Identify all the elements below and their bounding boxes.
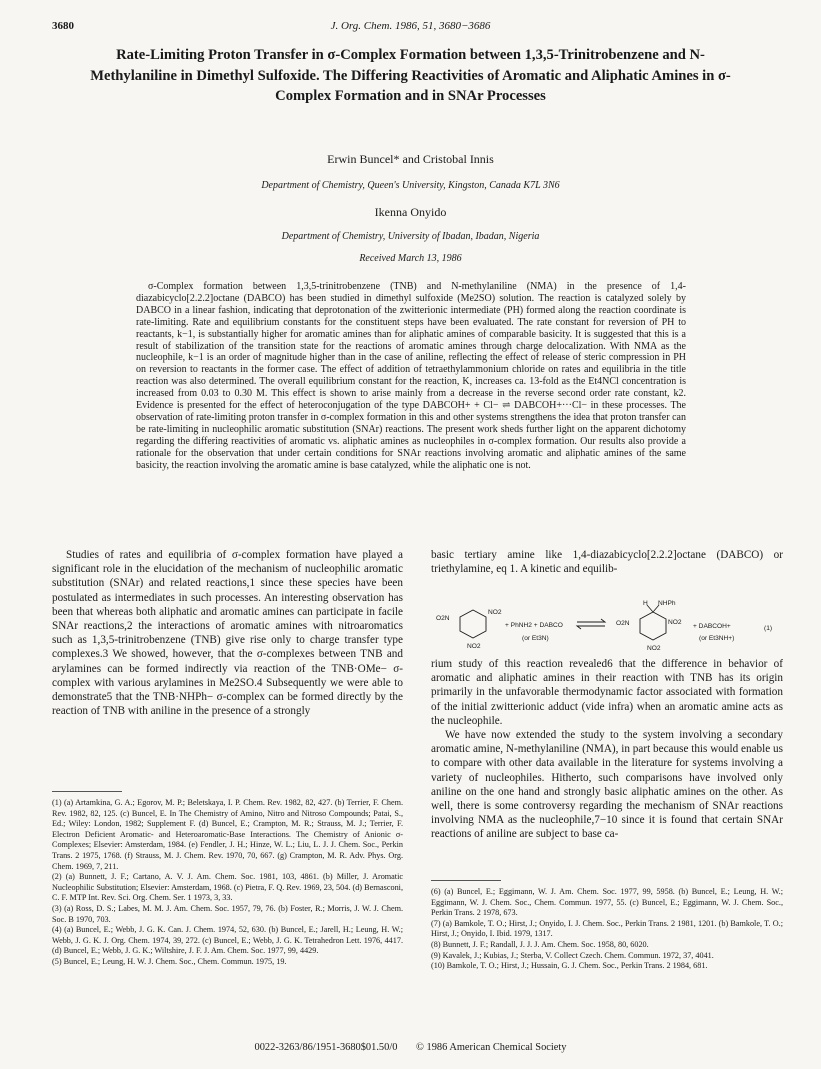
body-paragraph: basic tertiary amine like 1,4-diazabicyclo[2.2.2]octane (DABCO) or triethylamine, eq 1. A kinetic and equilib-: [431, 549, 783, 576]
affiliation-1: Department of Chemistry, Queen's University, Kingston, Canada K7L 3N6: [261, 180, 560, 191]
product-group-o2n: O2N: [616, 620, 630, 627]
abstract-text: σ-Complex formation between 1,3,5-trinitrobenzene (TNB) and N-methylaniline (NMA) in the presence of 1,4-diazabicyclo[2.2.2]octane (DABCO) has been studied in dimethyl sulfoxide (Me2SO) solution. The reaction is catalyzed solely by DABCO in a linear fashion, indicating that deprotonation of the zwitterionic intermediate (PH) formed along the reaction coordinate is rate-limiting. Rate and equilibrium constants for the constituent steps have been evaluated. The rate constant for reversion of PH to reactants, k−1, is substantially higher for aromatic amines than for aliphatic amines of comparable basicity. It is suggested that this is a result of stabilization of the transition state for the reactions of aromatic amines through charge delocalization. With NMA as the nucleophile, k−1 is an order of magnitude higher than in the case of aniline, reflecting the effect of release of steric compression in PH on reversion to reactants in the former case. The effect of addition of tetraethylammonium chloride on rates and equilibria in the title reaction was also determined. The overall equilibrium constant for the reaction, K, increases ca. 13-fold as the Et4NCl concentration is increased from 0.03 to 0.30 M. This effect is shown to arise mainly from a decrease in the reverse second order rate constant, k2. Evidence is presented for the effect of heteroconjugation of the type DABCOH+ + Cl− ⇌ DABCOH+···Cl− in these processes. The observation of rate-limiting proton transfer in σ-complex formation in this and other systems strengthens the idea that proton transfer can be rate-limiting in nucleophilic aromatic substitution (SNAr) reactions. The present work sheds further light on the apparent dichotomy regarding the differing reactivities of aromatic vs. aliphatic amines as nucleophiles in σ-complex formation. Our results also provide a rationale for the observation that under certain conditions for SNAr reactions involving aromatic and aliphatic amines of the same basicity, the reaction involving the aromatic amine is base catalyzed, while the aliphatic one is not.: [136, 281, 686, 471]
footnote-entry: (4) (a) Buncel, E.; Webb, J. G. K. Can. J. Chem. 1974, 52, 630. (b) Buncel, E.; Jarell, H.; Leung, H. W.; Webb, J. G. K. J. Org. Chem. 1974, 39, 272. (c) Buncel, E.; Webb, J. G. K. Tetrahedron Lett. 1976, 4417. (d) Buncel, E.; Webb, J. G. K.; Wiltshire, J. F. J. Am. Chem. Soc. 1977, 99, 4429.: [52, 925, 403, 956]
footnote-divider-right: [431, 880, 501, 881]
author-line-2: Ikenna Onyido: [374, 205, 447, 219]
affiliation-2: Department of Chemistry, University of Ibadan, Ibadan, Nigeria: [281, 231, 540, 242]
reaction-scheme-eq1: [431, 600, 783, 656]
article-code: 0022-3263/86/1951-3680$01.50/0: [254, 1042, 398, 1053]
reactant-group-o2n: O2N: [436, 615, 450, 622]
footnotes-left: [52, 798, 403, 968]
body-paragraph: rium study of this reaction revealed6 that the difference in behavior of aromatic and aliphatic amines in their reaction with TNB has its origin primarily in the unfavorable thermodynamic factor associated with formation of the initial zwitterionic adduct (vide infra) when an aromatic amine acts as the nucleophile.: [431, 658, 783, 727]
reactant-group-no2-bottom: NO2: [467, 643, 481, 650]
footnote-divider-left: [52, 791, 122, 792]
footnote-entry: (8) Bunnett, J. F.; Randall, J. J. J. Am. Chem. Soc. 1958, 80, 6020.: [431, 939, 649, 949]
footnote-entry: (1) (a) Artamkina, G. A.; Egorov, M. P.; Beletskaya, I. P. Chem. Rev. 1982, 82, 427. (b) Terrier, F. Chem. Rev. 1982, 82, 125. (c) Buncel, E. In The Chemistry of Amino, Nitro and Nitroso Compounds; Patai, S., Ed.; Wiley: London, 1982; Supplement F. (d) Buncel, E.; Crampton, M. R.; Strauss, M. J.; Terrier, F. Electron Deficient Aromatic- and Heteroaromatic-Base Interactions. The Chemistry of Anionic σ-Complexes; Elsevier: Amsterdam, 1984. (e) Fendler, J. H.; Hinze, W. L.; Liu, L. J. J. Chem. Soc., Perkin Trans. 2 1975, 1768. (f) Strauss, M. J. Chem. Rev. 1970, 70, 667. (g) Crampton, M. R. Adv. Phys. Org. Chem. 1969, 7, 211.: [52, 798, 403, 871]
product-nhph-substituent: NHPh: [658, 600, 676, 607]
product-group-no2-bottom: NO2: [647, 645, 661, 652]
body-paragraph: Studies of rates and equilibria of σ-complex formation have played a significant role in the elucidation of the mechanism of nucleophilic aromatic substitution (SNAr) and related reactions,1 since these species have been postulated as intermediates in such processes. An interesting observation has been that whereas both aliphatic and aromatic amines can participate in facile SNAr reactions,2 the interactions of aromatic amines with nitroaromatics such as 1,3,5-trinitrobenzene (TNB) give rise only to charge transfer type complexes.3 We showed, however, that the σ-complexes between TNB and arylamines can be formed indirectly via reaction of the TNB·OMe− σ-complex with various arylamines in Me2SO.4 Subsequently we were able to demonstrate5 that the TNB·NHPh− σ-complex can be formed directly by the reaction of TNB with aniline in the presence of a strongly: [52, 549, 403, 718]
equation-number: (1): [764, 625, 773, 632]
footnote-entry: (5) Buncel, E.; Leung, H. W. J. Chem. Soc., Chem. Commun. 1975, 19.: [52, 956, 287, 966]
page-number: 3680: [52, 20, 74, 32]
product-base-label: + DABCOH+: [693, 623, 731, 630]
footnote-entry: (10) Bamkole, T. O.; Hirst, J.; Hussain, G. J. Chem. Soc., Perkin Trans. 2 1984, 681.: [431, 961, 708, 971]
received-date: Received March 13, 1986: [359, 253, 462, 264]
footnote-entry: (6) (a) Buncel, E.; Eggimann, W. J. Am. Chem. Soc. 1977, 99, 5958. (b) Buncel, E.; Leung, H. W.; Eggimann, W. J. Chem. Soc., Chem. Commun. 1977, 55. (c) Buncel, E.; Eggimann, W. J. Chem. Soc., Perkin Trans. 2 1978, 673.: [431, 887, 783, 918]
author-line-1: Erwin Buncel* and Cristobal Innis: [327, 152, 494, 166]
copyright-notice: © 1986 American Chemical Society: [416, 1042, 567, 1053]
reagent-alternative: (or Et3N): [522, 635, 549, 642]
body-paragraph: We have now extended the study to the system involving a secondary aromatic amine, N-methylaniline (NMA), in part because this would enable us to compare with other data available in the literature for systems involving a variety of nucleophiles. Hitherto, such comparisons have involved only aniline on the one hand and strongly basic aliphatic amines on the other. As well, there is some controversy regarding the mechanism of SNAr reactions involving NMA as the nucleophile,7−10 since it is found that certain SNAr reactions of aniline are subject to base ca-: [431, 729, 783, 841]
page-footer: [0, 1042, 821, 1053]
reactant-benzene-ring: [460, 610, 486, 638]
body-right-column: [431, 657, 783, 842]
footnote-entry: (7) (a) Bamkole, T. O.; Hirst, J.; Onyido, I. J. Chem. Soc., Perkin Trans. 2 1981, 1201. (b) Bamkole, T. O.; Hirst, J.; Onyido, I. Ibid. 1979, 1317.: [431, 918, 783, 939]
product-benzene-ring: [640, 612, 666, 640]
journal-header: J. Org. Chem. 1986, 51, 3680−3686: [330, 20, 491, 32]
body-left-column: [52, 548, 403, 718]
body-right-column-top: [431, 548, 783, 576]
reagents-label: + PhNH2 + DABCO: [505, 622, 563, 629]
footnote-entry: (9) Kavalek, J.; Kubias, J.; Sterba, V. Collect Czech. Chem. Commun. 1972, 37, 4041.: [431, 950, 714, 960]
article-title: Rate-Limiting Proton Transfer in σ-Complex Formation between 1,3,5-Trinitrobenzene and N-Methylaniline in Dimethyl Sulfoxide. The Differing Reactivities of Aromatic and Aliphatic Amines in σ-Complex Formation and in SNAr Processes: [90, 47, 731, 104]
product-group-no2-right: NO2: [668, 619, 682, 626]
reactant-group-no2-right: NO2: [488, 609, 502, 616]
product-base-alternative: (or Et3NH+): [699, 635, 735, 642]
footnote-entry: (3) (a) Ross, D. S.; Labes, M. M. J. Am. Chem. Soc. 1957, 79, 76. (b) Foster, R.; Morris, J. W. J. Chem. Soc. B 1970, 703.: [52, 903, 403, 924]
product-h-substituent: H: [643, 600, 648, 607]
footnotes-right: [431, 887, 783, 972]
footnote-entry: (2) (a) Bunnett, J. F.; Cartano, A. V. J. Am. Chem. Soc. 1981, 103, 4861. (b) Miller, J. Aromatic Nucleophilic Substitution; Elsevier: Amsterdam, 1968. (c) Pietra, F. Q. Rev. 1969, 23, 504. (d) Bernasconi, C. F. MTP Int. Rev. Sci. Org. Chem. Ser. 1 1973, 3, 33.: [52, 872, 403, 903]
abstract: [136, 281, 686, 472]
